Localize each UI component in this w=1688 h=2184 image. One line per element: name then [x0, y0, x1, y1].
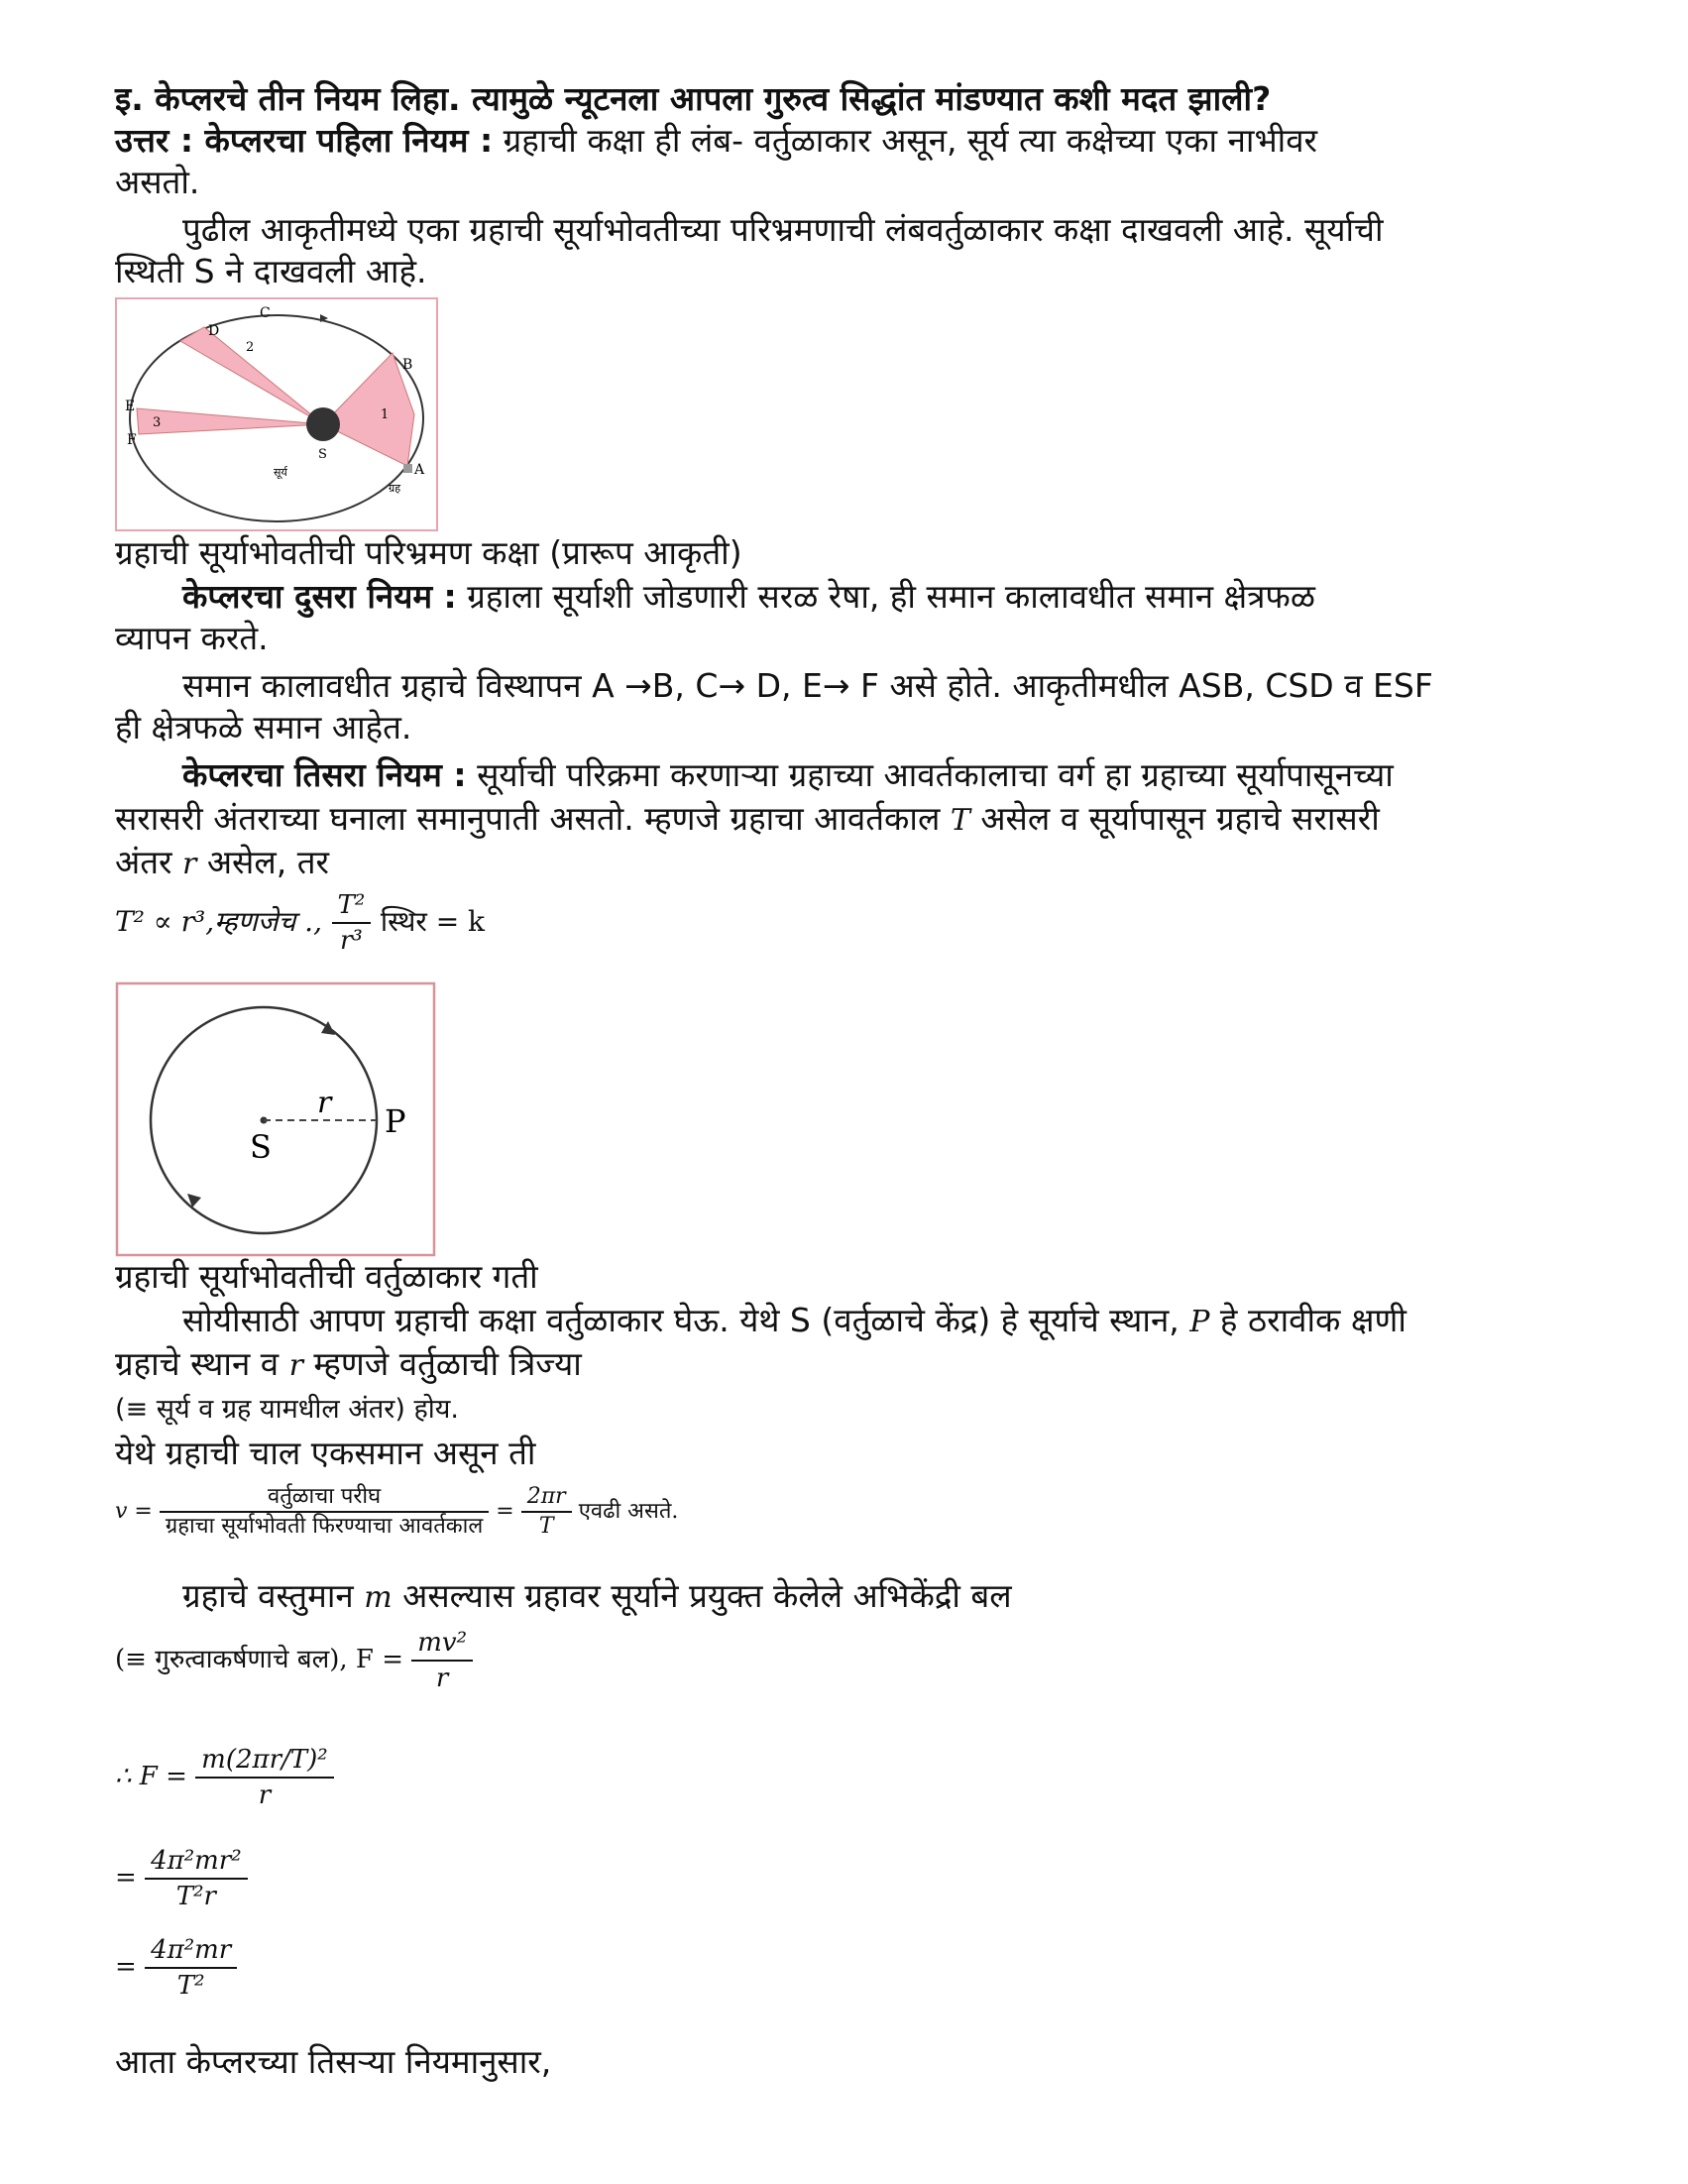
force-step1	[115, 1743, 334, 1812]
force-den: r	[435, 1664, 449, 1693]
label-sun: सूर्य	[274, 466, 287, 479]
circular-para-a2: हे ठरावीक क्षणी	[1209, 1301, 1407, 1339]
v-num: वर्तुळाचा परीघ	[160, 1483, 489, 1513]
label-E: E	[125, 399, 136, 414]
circular-para-c: (≡ सूर्य व ग्रह यामधील अंतर) होय.	[115, 1394, 460, 1425]
law1-text: ग्रहाची कक्षा ही लंब- वर्तुळाकार असून, सूर्य त्या कक्षेच्या एका नाभीवर	[493, 121, 1318, 160]
step1-pre: ∴ F =	[115, 1762, 187, 1791]
law1-para-b: स्थिती S ने दाखवली आहे.	[115, 252, 427, 290]
force-num: mv²	[411, 1626, 473, 1662]
speed-equation	[115, 1483, 678, 1541]
mass-line	[182, 1576, 1012, 1618]
step1-fraction	[195, 1743, 334, 1812]
figure2-caption: ग्रहाची सूर्याभोवतीची वर्तुळाकार गती	[115, 1257, 538, 1296]
law2-heading: केप्लरचा दुसरा नियम :	[182, 577, 457, 616]
law3-text-b1: सरासरी अंतराच्या घनाला समानुपाती असतो. म्हणजे ग्रहाचा आवर्तकाल	[115, 799, 951, 838]
law3-formula	[115, 888, 485, 958]
step3-num: 4π²mr	[145, 1933, 237, 1969]
formula-num: T²	[332, 888, 372, 924]
v-fraction	[160, 1483, 489, 1541]
mass-line-a: ग्रहाचे वस्तुमान	[182, 1576, 365, 1615]
label-C: C	[260, 305, 271, 321]
law2-para-b: ही क्षेत्रफळे समान आहेत.	[115, 708, 412, 747]
label-D: D	[208, 323, 220, 339]
law1-para-a: पुढील आकृतीमध्ये एका ग्रहाची सूर्याभोवतीच्या परिभ्रमणाची लंबवर्तुळाकार कक्षा दाखवली आहे. सूर्याची	[182, 210, 1384, 249]
formula-fraction	[332, 888, 372, 958]
label-region-1: 1	[381, 407, 390, 422]
mass-line-b: असल्यास ग्रहावर सूर्याने प्रयुक्त केलेले अभिकेंद्री बल	[392, 1576, 1012, 1615]
sun-disk	[306, 407, 340, 441]
label-A: A	[414, 462, 425, 478]
step2-fraction	[145, 1844, 248, 1913]
label-S: S	[250, 1128, 272, 1166]
law3-text-b	[115, 799, 1380, 841]
label-r: r	[317, 1086, 332, 1120]
formula-den: r³	[340, 926, 363, 956]
final-line: आता केप्लरच्या तिसऱ्या नियमानुसार,	[115, 2042, 552, 2081]
circular-para-b	[115, 1344, 582, 1386]
step3-pre: =	[115, 1952, 137, 1982]
force-step2	[115, 1844, 248, 1913]
force-equation	[115, 1626, 473, 1695]
label-P: P	[385, 1102, 406, 1140]
label-F: F	[127, 432, 137, 448]
law3-heading: केप्लरचा तिसरा नियम :	[182, 755, 467, 794]
law2-para-a: समान कालावधीत ग्रहाचे विस्थापन A →B, C→ D, E→ F असे होते. आकृतीमधील ASB, CSD व ESF	[182, 666, 1433, 705]
label-B: B	[402, 357, 413, 373]
law3-text-d1: अंतर	[115, 843, 183, 881]
label-planet: ग्रह	[389, 482, 401, 495]
force-fraction	[411, 1626, 473, 1695]
symbol-r2: r	[288, 1348, 303, 1383]
circular-para-b2: म्हणजे वर्तुळाची त्रिज्या	[302, 1344, 582, 1383]
speed-intro: येथे ग्रहाची चाल एकसमान असून ती	[115, 1434, 536, 1472]
symbol-m: m	[364, 1580, 393, 1615]
law2-text-cont: व्यापन करते.	[115, 619, 269, 657]
law1-text-cont: असतो.	[115, 163, 200, 201]
symbol-P: P	[1189, 1305, 1210, 1339]
symbol-T: T	[950, 803, 970, 838]
force-step3	[115, 1933, 237, 2003]
law2-text: ग्रहाला सूर्याशी जोडणारी सरळ रेषा, ही समान कालावधीत समान क्षेत्रफळ	[456, 577, 1315, 616]
elliptical-orbit-figure	[115, 297, 438, 531]
law3-text-c: असेल व सूर्यापासून ग्रहाचे सरासरी	[969, 799, 1380, 838]
v2-fraction	[521, 1483, 572, 1541]
circular-para-b1: ग्रहाचे स्थान व	[115, 1344, 289, 1383]
v-eq2: =	[496, 1499, 514, 1524]
label-S: S	[318, 447, 327, 462]
step2-den: T²r	[175, 1882, 216, 1911]
v2-den: T	[538, 1514, 554, 1539]
v-eq: v =	[115, 1499, 153, 1524]
formula-right: स्थिर = k	[380, 905, 486, 938]
step1-den: r	[258, 1781, 272, 1810]
law1-line	[115, 121, 1317, 161]
v2-num: 2πr	[521, 1483, 572, 1513]
figure1-caption: ग्रहाची सूर्याभोवतीची परिभ्रमण कक्षा (प्रारूप आकृती)	[115, 533, 742, 572]
law3-text-e: असेल, तर	[196, 843, 330, 881]
step2-pre: =	[115, 1863, 137, 1893]
step3-fraction	[145, 1933, 237, 2003]
circular-para-a1: सोयीसाठी आपण ग्रहाची कक्षा वर्तुळाकार घेऊ. येथे S (वर्तुळाचे केंद्र) हे सूर्याचे स्थान,	[182, 1301, 1190, 1339]
law2-line	[182, 577, 1315, 617]
step1-num: m(2πr/T)²	[195, 1743, 334, 1779]
v-den: ग्रहाचा सूर्याभोवती फिरण्याचा आवर्तकाल	[165, 1514, 484, 1539]
force-pre: (≡ गुरुत्वाकर्षणाचे बल), F =	[115, 1645, 403, 1674]
circular-para-a	[182, 1301, 1407, 1342]
v-tail: एवढी असते.	[578, 1499, 679, 1524]
symbol-r: r	[182, 847, 197, 881]
label-region-2: 2	[246, 340, 255, 355]
step3-den: T²	[176, 1971, 205, 2001]
question-heading: इ. केप्लरचे तीन नियम लिहा. त्यामुळे न्यूटनला आपला गुरुत्व सिद्धांत मांडण्यात कशी मदत झाली?	[115, 79, 1272, 118]
formula-left: T² ∝ r³,म्हणजेच .,	[115, 905, 322, 938]
law3-line	[182, 755, 1394, 795]
circular-orbit-figure	[115, 981, 436, 1257]
law3-text-d	[115, 843, 329, 884]
planet-marker	[403, 464, 412, 473]
law3-text: सूर्याची परिक्रमा करणाऱ्या ग्रहाच्या आवर्तकालाचा वर्ग हा ग्रहाच्या सूर्यापासूनच्या	[466, 755, 1394, 794]
step2-num: 4π²mr²	[145, 1844, 248, 1880]
law1-heading: उत्तर : केप्लरचा पहिला नियम :	[115, 121, 494, 160]
label-region-3: 3	[153, 415, 162, 430]
